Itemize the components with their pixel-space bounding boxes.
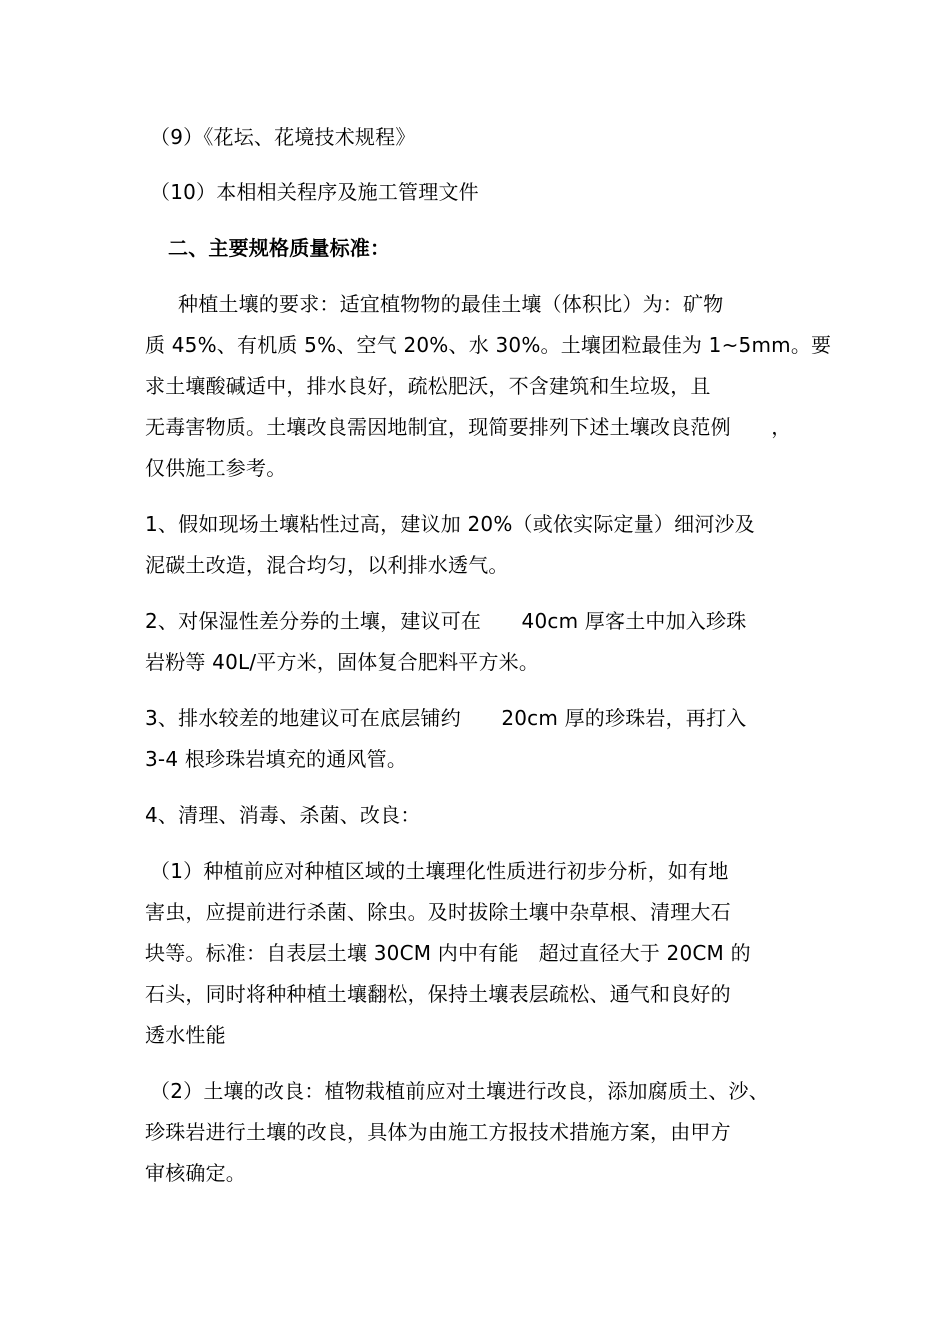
sub-item-1: （1）种植前应对种植区域的土壤理化性质进行初步分析，如有地	[150, 859, 729, 883]
list-item-1: 1、假如现场土壤粘性过高，建议加 20%（或依实际定量）细河沙及	[145, 512, 755, 536]
sub-item-1-cont: 透水性能	[145, 1023, 226, 1047]
list-item-3: 3、排水较差的地建议可在底层铺约 20cm 厚的珍珠岩，再打入	[145, 706, 747, 730]
sub-item-2: （2）土壤的改良：植物栽植前应对土壤进行改良，添加腐质土、沙、	[150, 1079, 769, 1103]
sub-item-1-cont: 害虫，应提前进行杀菌、除虫。及时拔除土壤中杂草根、清理大石	[145, 900, 731, 924]
paragraph-line: 种植土壤的要求：适宜植物物的最佳土壤（体积比）为：矿物	[178, 292, 724, 316]
sub-item-2-cont: 珍珠岩进行土壤的改良，具体为由施工方报技术措施方案，由甲方	[145, 1120, 731, 1144]
sub-item-2-cont: 审核确定。	[145, 1161, 246, 1185]
list-item-4: 4、清理、消毒、杀菌、改良：	[145, 803, 421, 827]
list-item-3-cont: 3-4 根珍珠岩填充的通风管。	[145, 747, 408, 771]
paragraph-line: 无毒害物质。土壤改良需因地制宜，现简要排列下述土壤改良范例 ，	[145, 415, 792, 439]
list-item-2-cont: 岩粉等 40L/平方米，固体复合肥料平方米。	[145, 650, 540, 674]
list-item-2: 2、对保湿性差分券的土壤，建议可在 40cm 厚客土中加入珍珠	[145, 609, 747, 633]
list-item-9: （9）《花坛、花境技术规程》	[150, 125, 416, 149]
paragraph-line: 质 45%、有机质 5%、空气 20%、水 30%。土壤团粒最佳为 1~5mm。要	[145, 333, 832, 357]
list-item-1-cont: 泥碳土改造，混合均匀，以利排水透气。	[145, 553, 509, 577]
section-heading: 二、主要规格质量标准：	[168, 236, 391, 260]
sub-item-1-cont: 块等。标准：自表层土壤 30CM 内中有能 超过直径大于 20CM 的	[145, 941, 751, 965]
sub-item-1-cont: 石头，同时将种种植土壤翻松，保持土壤表层疏松、通气和良好的	[145, 982, 731, 1006]
paragraph-line: 求土壤酸碱适中，排水良好，疏松肥沃，不含建筑和生垃圾，且	[145, 374, 711, 398]
list-item-10: （10）本相相关程序及施工管理文件	[150, 180, 479, 204]
paragraph-line: 仅供施工参考。	[145, 456, 287, 480]
